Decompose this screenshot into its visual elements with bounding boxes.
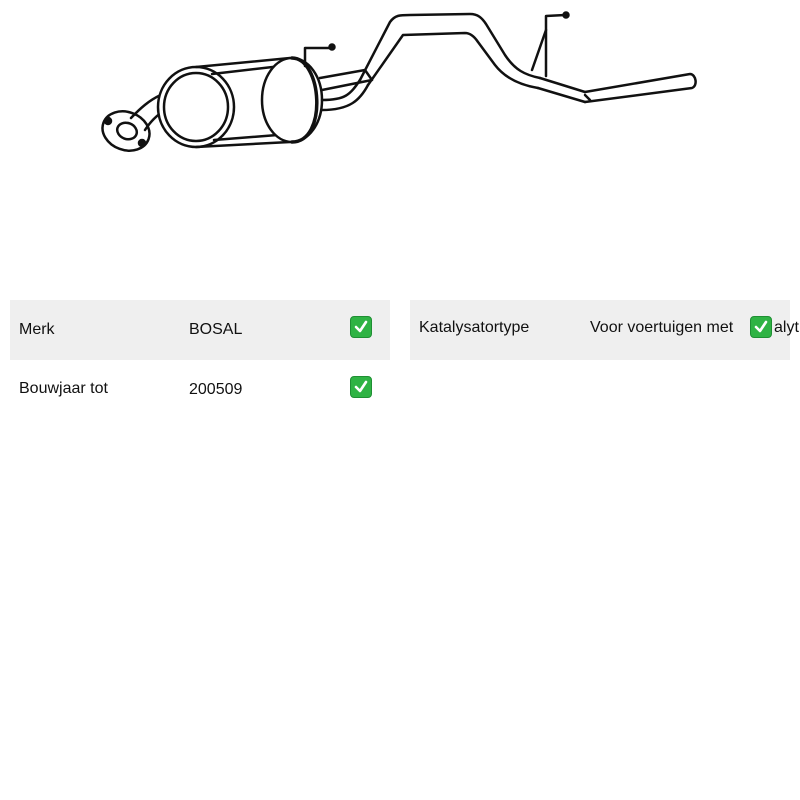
spec-label: Katalysatortype	[419, 319, 530, 336]
spec-label: Bouwjaar tot	[19, 380, 108, 397]
exhaust-silencer-image	[100, 10, 700, 155]
spec-value-overflow: alyt	[774, 319, 799, 336]
spec-value: Voor voertuigen met	[590, 319, 734, 336]
check-mark-icon	[350, 376, 372, 398]
check-mark-icon	[750, 316, 772, 338]
spec-row-bouwjaar-tot	[10, 360, 390, 420]
spec-table-right	[410, 300, 799, 360]
spec-value: 200509	[189, 381, 243, 398]
spec-label: Merk	[19, 321, 55, 338]
spec-table-left	[10, 300, 390, 420]
spec-row-merk	[10, 300, 390, 360]
check-mark-icon	[350, 316, 372, 338]
spec-value: BOSAL	[189, 321, 243, 338]
spec-row-katalysatortype	[410, 300, 799, 360]
